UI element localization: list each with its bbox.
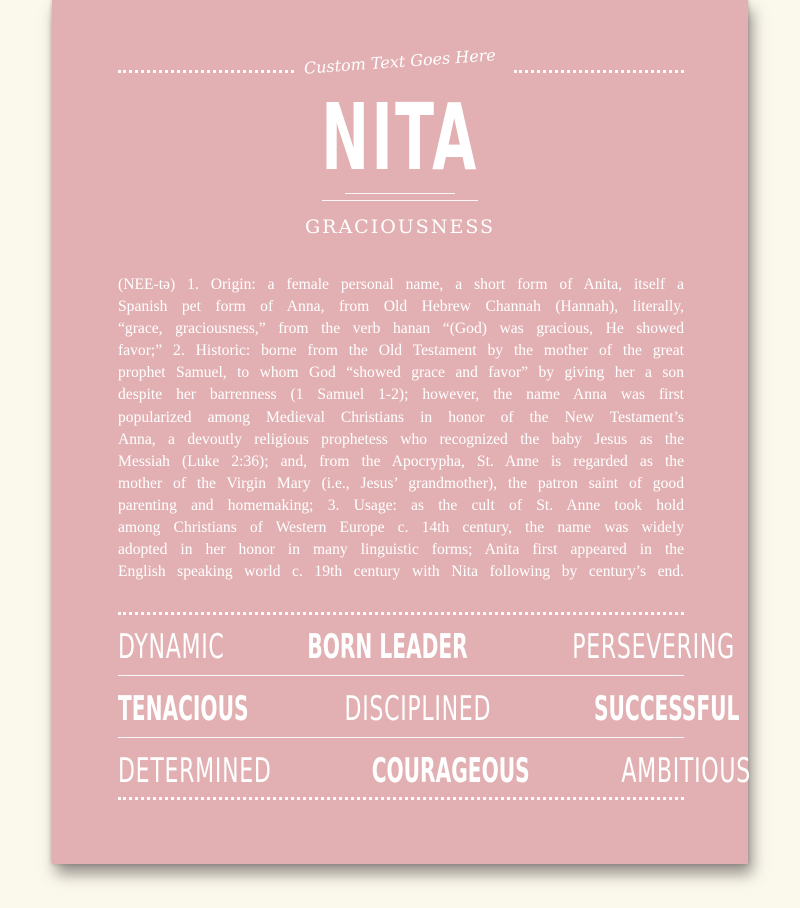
definition-line: Anna, a devoutly religious prophetess who recognized the baby Jesus as the: [118, 430, 684, 448]
trait-word: TENACIOUS: [118, 689, 249, 729]
name-underline-top: [345, 193, 455, 194]
definition-line: English speaking world c. 19th century with Nita following by century’s end.: [118, 563, 684, 581]
definition-line: mother of the Virgin Mary (i.e., Jesus’ grandmother), the patron saint of good: [118, 474, 684, 492]
name-meaning: GRACIOUSNESS: [304, 216, 496, 238]
traits-row-2: [118, 686, 740, 732]
definition-line: prophet Samuel, to whom God “showed grace and favor” by giving her a son: [118, 364, 684, 382]
name-underline-bottom: [322, 200, 478, 201]
definition-line: adopted in her honor in many linguistic forms; Anita first appeared in the: [118, 541, 684, 559]
definition-line: Spanish pet form of Anna, from Old Hebrew Channah (Hannah), literally,: [118, 298, 684, 316]
traits-top-dotted-divider: [118, 612, 684, 615]
definition-line: popularized among Medieval Christians in honor of the New Testament’s: [118, 408, 684, 426]
trait-word: DYNAMIC: [118, 627, 225, 667]
trait-word: DETERMINED: [118, 751, 272, 791]
traits-row-3: [118, 748, 751, 794]
name-title: NITA: [321, 84, 479, 191]
definition-line: (NEE-tə) 1. Origin: a female personal name, a short form of Anita, itself a: [118, 276, 684, 293]
traits-divider-1: [118, 675, 684, 676]
trait-word: PERSEVERING: [572, 627, 735, 667]
trait-word: DISCIPLINED: [344, 689, 491, 729]
trait-word: COURAGEOUS: [372, 751, 531, 791]
trait-word: SUCCESSFUL: [594, 689, 740, 729]
trait-word: BORN LEADER: [307, 627, 468, 667]
top-right-dotted-divider: [514, 70, 684, 73]
traits-bottom-dotted-divider: [118, 797, 684, 800]
definition-line: among Christians of Western Europe c. 14th century, the name was widely: [118, 519, 684, 537]
definition-line: despite her barrenness (1 Samuel 1-2); however, the name Anna was first: [118, 386, 684, 404]
traits-row-1: [118, 624, 735, 670]
definition-line: Messiah (Luke 2:36); and, from the Apocrypha, St. Anne is regarded as the: [118, 452, 684, 470]
name-poster: [52, 0, 751, 864]
definition-line: “grace, graciousness,” from the verb hanan “(God) was gracious, He showed: [118, 320, 684, 338]
name-definition: [118, 274, 684, 583]
traits-divider-2: [118, 737, 684, 738]
trait-word: AMBITIOUS: [621, 751, 751, 791]
definition-line: parenting and homemaking; 3. Usage: as the cult of St. Anne took hold: [118, 496, 684, 514]
custom-text: Custom Text Goes Here: [303, 45, 497, 78]
definition-line: favor;” 2. Historic: borne from the Old Testament by the mother of the great: [118, 342, 684, 360]
